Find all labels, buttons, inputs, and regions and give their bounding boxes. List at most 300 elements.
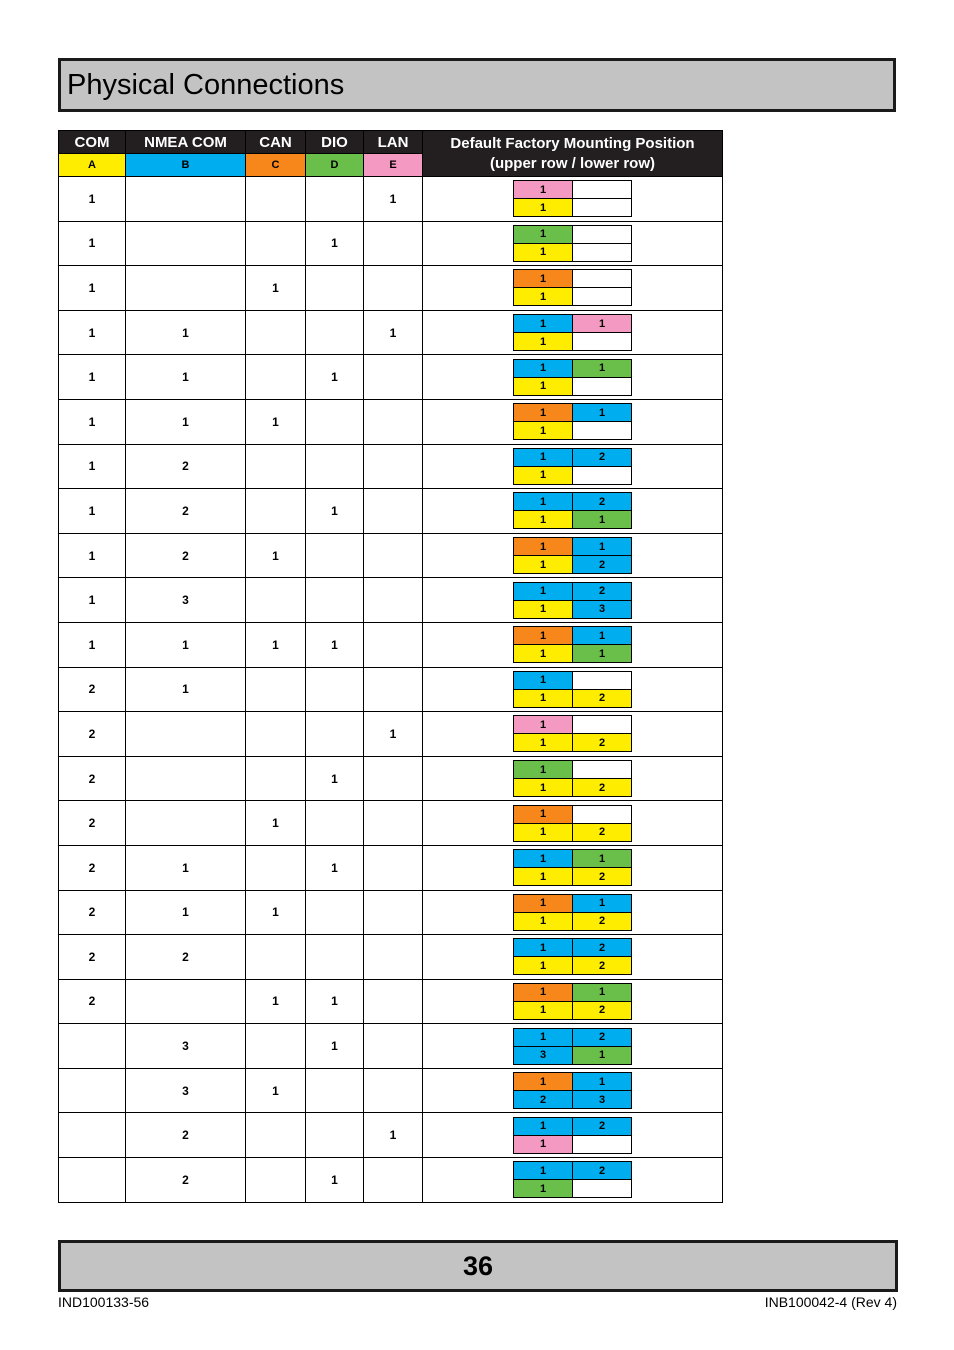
mount-upper-row xyxy=(514,1028,632,1046)
mount-slot: 2 xyxy=(573,1162,632,1180)
cell-lan xyxy=(364,1068,423,1113)
mount-slot: 1 xyxy=(514,1073,573,1091)
mount-slot: 1 xyxy=(514,600,573,618)
mount-slot: 1 xyxy=(573,1073,632,1091)
mount-header-line2: (upper row / lower row) xyxy=(489,154,655,172)
mount-slot: 1 xyxy=(514,1162,573,1180)
mount-slot: 1 xyxy=(514,983,573,1001)
cell-can xyxy=(246,177,306,222)
table-row xyxy=(59,712,723,757)
cell-com: 2 xyxy=(59,845,126,890)
cell-can xyxy=(246,444,306,489)
cell-nmea-com xyxy=(126,177,246,222)
cell-dio xyxy=(306,444,364,489)
page-title-bar xyxy=(58,58,896,112)
mount-slot: 1 xyxy=(514,894,573,912)
cell-nmea-com: 1 xyxy=(126,355,246,400)
mount-lower-row xyxy=(514,1001,632,1019)
cell-nmea-com: 2 xyxy=(126,935,246,980)
mount-slot: 2 xyxy=(573,493,632,511)
mount-lower-row xyxy=(514,288,632,306)
table-row xyxy=(59,1024,723,1069)
mounting-grid xyxy=(513,537,632,574)
cell-nmea-com: 1 xyxy=(126,310,246,355)
mounting-position-cell xyxy=(423,489,723,534)
mount-slot: 1 xyxy=(514,448,573,466)
header-lan: LAN xyxy=(364,131,423,154)
table-row xyxy=(59,935,723,980)
mount-slot: 1 xyxy=(573,359,632,377)
code-c: C xyxy=(246,154,306,177)
mounting-position-cell xyxy=(423,935,723,980)
mount-slot xyxy=(573,288,632,306)
mount-slot xyxy=(573,1135,632,1153)
mounting-grid xyxy=(513,314,632,351)
mount-lower-row xyxy=(514,466,632,484)
mounting-grid xyxy=(513,582,632,619)
mounting-position-cell xyxy=(423,177,723,222)
cell-dio xyxy=(306,533,364,578)
mount-lower-row xyxy=(514,199,632,217)
mount-slot: 1 xyxy=(514,466,573,484)
header-dio: DIO xyxy=(306,131,364,154)
mount-slot: 1 xyxy=(514,805,573,823)
document-id-left: IND100133-56 xyxy=(58,1294,150,1310)
table-row xyxy=(59,845,723,890)
mount-slot xyxy=(573,422,632,440)
cell-dio xyxy=(306,1068,364,1113)
cell-nmea-com: 2 xyxy=(126,489,246,534)
cell-lan xyxy=(364,221,423,266)
mount-lower-row xyxy=(514,1135,632,1153)
cell-com: 1 xyxy=(59,310,126,355)
mount-slot xyxy=(573,243,632,261)
cell-com: 1 xyxy=(59,177,126,222)
cell-nmea-com: 1 xyxy=(126,890,246,935)
mount-upper-row xyxy=(514,894,632,912)
cell-dio xyxy=(306,266,364,311)
code-a: A xyxy=(59,154,126,177)
mount-slot: 1 xyxy=(514,1028,573,1046)
mount-slot xyxy=(573,466,632,484)
mount-upper-row xyxy=(514,939,632,957)
mount-slot: 1 xyxy=(514,556,573,574)
mount-slot: 1 xyxy=(514,359,573,377)
mounting-position-cell xyxy=(423,1024,723,1069)
table-row xyxy=(59,979,723,1024)
table-row xyxy=(59,622,723,667)
cell-can xyxy=(246,845,306,890)
mounting-grid xyxy=(513,1161,632,1198)
cell-dio xyxy=(306,667,364,712)
cell-dio: 1 xyxy=(306,622,364,667)
mount-upper-row xyxy=(514,181,632,199)
mount-upper-row xyxy=(514,404,632,422)
cell-lan xyxy=(364,1024,423,1069)
cell-nmea-com: 3 xyxy=(126,1024,246,1069)
mount-slot: 1 xyxy=(514,493,573,511)
cell-com: 2 xyxy=(59,801,126,846)
mounting-grid xyxy=(513,403,632,440)
cell-can xyxy=(246,355,306,400)
mounting-grid xyxy=(513,269,632,306)
cell-lan xyxy=(364,489,423,534)
connections-table xyxy=(58,130,723,1203)
mounting-position-cell xyxy=(423,444,723,489)
table-row xyxy=(59,1158,723,1203)
mount-lower-row xyxy=(514,377,632,395)
mounting-grid xyxy=(513,938,632,975)
cell-lan xyxy=(364,399,423,444)
mount-upper-row xyxy=(514,582,632,600)
mount-upper-row xyxy=(514,538,632,556)
mounting-position-cell xyxy=(423,221,723,266)
cell-nmea-com: 2 xyxy=(126,1113,246,1158)
mount-slot: 1 xyxy=(514,823,573,841)
mount-slot: 2 xyxy=(573,1001,632,1019)
mount-slot: 1 xyxy=(514,1135,573,1153)
table-row xyxy=(59,801,723,846)
mount-upper-row xyxy=(514,315,632,333)
cell-nmea-com xyxy=(126,979,246,1024)
mount-slot: 1 xyxy=(514,779,573,797)
table-row xyxy=(59,489,723,534)
cell-lan xyxy=(364,444,423,489)
mounting-grid xyxy=(513,180,632,217)
mounting-position-cell xyxy=(423,890,723,935)
mount-slot: 2 xyxy=(573,779,632,797)
mount-slot: 1 xyxy=(573,404,632,422)
mount-slot: 1 xyxy=(514,333,573,351)
cell-lan xyxy=(364,756,423,801)
mount-lower-row xyxy=(514,243,632,261)
cell-com xyxy=(59,1024,126,1069)
mount-slot xyxy=(573,761,632,779)
cell-can: 1 xyxy=(246,399,306,444)
cell-nmea-com xyxy=(126,801,246,846)
mount-header-line1: Default Factory Mounting Position xyxy=(450,134,695,152)
cell-com xyxy=(59,1113,126,1158)
mount-slot: 1 xyxy=(514,850,573,868)
page-number-bar xyxy=(58,1240,898,1292)
cell-lan: 1 xyxy=(364,310,423,355)
mount-slot: 1 xyxy=(514,716,573,734)
mounting-position-cell xyxy=(423,1158,723,1203)
mount-slot: 2 xyxy=(573,912,632,930)
cell-nmea-com xyxy=(126,221,246,266)
mount-slot: 1 xyxy=(514,538,573,556)
table-row xyxy=(59,399,723,444)
mounting-position-cell xyxy=(423,355,723,400)
mount-slot: 1 xyxy=(573,511,632,529)
cell-can: 1 xyxy=(246,622,306,667)
cell-can xyxy=(246,1113,306,1158)
mount-slot xyxy=(573,181,632,199)
cell-dio: 1 xyxy=(306,489,364,534)
cell-nmea-com: 1 xyxy=(126,667,246,712)
table-row xyxy=(59,310,723,355)
mount-lower-row xyxy=(514,823,632,841)
mount-lower-row xyxy=(514,957,632,975)
cell-lan xyxy=(364,935,423,980)
mount-lower-row xyxy=(514,779,632,797)
mount-upper-row xyxy=(514,225,632,243)
mount-slot xyxy=(573,1180,632,1198)
mounting-position-cell xyxy=(423,622,723,667)
mount-slot xyxy=(573,716,632,734)
cell-com xyxy=(59,1158,126,1203)
cell-dio xyxy=(306,399,364,444)
table-row xyxy=(59,890,723,935)
mount-slot: 3 xyxy=(573,1091,632,1109)
mounting-position-cell xyxy=(423,756,723,801)
cell-nmea-com: 2 xyxy=(126,1158,246,1203)
cell-can: 1 xyxy=(246,266,306,311)
mount-slot xyxy=(573,377,632,395)
mount-lower-row xyxy=(514,734,632,752)
cell-lan xyxy=(364,845,423,890)
header-com: COM xyxy=(59,131,126,154)
mount-lower-row xyxy=(514,689,632,707)
cell-nmea-com xyxy=(126,266,246,311)
cell-nmea-com: 1 xyxy=(126,622,246,667)
mounting-position-cell xyxy=(423,801,723,846)
cell-com xyxy=(59,1068,126,1113)
mounting-position-cell xyxy=(423,845,723,890)
cell-com: 1 xyxy=(59,221,126,266)
mounting-position-cell xyxy=(423,712,723,757)
cell-com: 2 xyxy=(59,667,126,712)
cell-can xyxy=(246,935,306,980)
mount-slot: 2 xyxy=(514,1091,573,1109)
mounting-grid xyxy=(513,359,632,396)
cell-dio xyxy=(306,801,364,846)
mount-slot: 1 xyxy=(514,761,573,779)
mount-slot: 1 xyxy=(514,939,573,957)
mount-slot: 1 xyxy=(573,983,632,1001)
mount-upper-row xyxy=(514,1117,632,1135)
cell-can: 1 xyxy=(246,890,306,935)
cell-dio xyxy=(306,1113,364,1158)
table-row xyxy=(59,667,723,712)
mounting-grid xyxy=(513,225,632,262)
cell-lan xyxy=(364,979,423,1024)
cell-dio xyxy=(306,578,364,623)
mount-lower-row xyxy=(514,1091,632,1109)
cell-dio xyxy=(306,935,364,980)
cell-can xyxy=(246,667,306,712)
mount-upper-row xyxy=(514,448,632,466)
cell-nmea-com: 1 xyxy=(126,845,246,890)
cell-dio xyxy=(306,712,364,757)
mount-slot: 2 xyxy=(573,556,632,574)
cell-nmea-com: 2 xyxy=(126,533,246,578)
mounting-grid xyxy=(513,849,632,886)
mount-slot: 1 xyxy=(573,538,632,556)
cell-can xyxy=(246,1024,306,1069)
cell-dio: 1 xyxy=(306,1158,364,1203)
mount-upper-row xyxy=(514,983,632,1001)
mount-slot: 1 xyxy=(514,645,573,663)
cell-nmea-com xyxy=(126,756,246,801)
mounting-grid xyxy=(513,671,632,708)
cell-can: 1 xyxy=(246,801,306,846)
mounting-position-cell xyxy=(423,667,723,712)
mount-slot: 2 xyxy=(573,582,632,600)
mount-slot: 1 xyxy=(514,582,573,600)
header-nmea-com: NMEA COM xyxy=(126,131,246,154)
mounting-grid xyxy=(513,448,632,485)
mount-slot: 1 xyxy=(514,957,573,975)
cell-nmea-com: 1 xyxy=(126,399,246,444)
mount-slot: 1 xyxy=(514,270,573,288)
code-b: B xyxy=(126,154,246,177)
mount-lower-row xyxy=(514,1046,632,1064)
cell-dio: 1 xyxy=(306,221,364,266)
table-row xyxy=(59,578,723,623)
mounting-grid xyxy=(513,492,632,529)
mount-slot xyxy=(573,671,632,689)
mounting-position-cell xyxy=(423,399,723,444)
mount-slot: 1 xyxy=(514,734,573,752)
cell-can: 1 xyxy=(246,533,306,578)
table-row xyxy=(59,177,723,222)
mount-slot: 2 xyxy=(573,823,632,841)
cell-com: 1 xyxy=(59,533,126,578)
mount-slot: 1 xyxy=(573,645,632,663)
mounting-position-cell xyxy=(423,979,723,1024)
mounting-grid xyxy=(513,983,632,1020)
mount-slot xyxy=(573,199,632,217)
mount-lower-row xyxy=(514,511,632,529)
cell-com: 1 xyxy=(59,578,126,623)
cell-lan xyxy=(364,667,423,712)
cell-com: 1 xyxy=(59,266,126,311)
mount-lower-row xyxy=(514,1180,632,1198)
mount-lower-row xyxy=(514,333,632,351)
mount-upper-row xyxy=(514,1073,632,1091)
mount-slot: 2 xyxy=(573,1028,632,1046)
mount-slot: 2 xyxy=(573,448,632,466)
mount-slot: 1 xyxy=(573,1046,632,1064)
mount-slot: 1 xyxy=(514,288,573,306)
cell-dio xyxy=(306,177,364,222)
mount-slot: 1 xyxy=(514,511,573,529)
mounting-position-cell xyxy=(423,578,723,623)
cell-lan: 1 xyxy=(364,177,423,222)
cell-com: 1 xyxy=(59,399,126,444)
mount-lower-row xyxy=(514,912,632,930)
mount-slot: 2 xyxy=(573,1117,632,1135)
mount-upper-row xyxy=(514,761,632,779)
page-title: Physical Connections xyxy=(67,69,345,101)
mount-slot: 2 xyxy=(573,868,632,886)
mount-slot: 1 xyxy=(573,315,632,333)
cell-lan xyxy=(364,266,423,311)
mount-slot: 1 xyxy=(514,912,573,930)
cell-dio xyxy=(306,890,364,935)
cell-com: 1 xyxy=(59,489,126,534)
cell-dio: 1 xyxy=(306,979,364,1024)
header-can: CAN xyxy=(246,131,306,154)
cell-com: 1 xyxy=(59,444,126,489)
mounting-position-cell xyxy=(423,533,723,578)
mounting-grid xyxy=(513,894,632,931)
mount-upper-row xyxy=(514,493,632,511)
cell-lan: 1 xyxy=(364,712,423,757)
mount-upper-row xyxy=(514,359,632,377)
cell-lan xyxy=(364,533,423,578)
cell-can: 1 xyxy=(246,979,306,1024)
cell-com: 1 xyxy=(59,355,126,400)
cell-nmea-com: 3 xyxy=(126,578,246,623)
mount-slot: 1 xyxy=(514,422,573,440)
document-id-right: INB100042-4 (Rev 4) xyxy=(764,1294,897,1310)
code-e: E xyxy=(364,154,423,177)
mount-slot: 2 xyxy=(573,689,632,707)
mount-upper-row xyxy=(514,671,632,689)
mounting-grid xyxy=(513,805,632,842)
cell-lan xyxy=(364,355,423,400)
mount-slot: 1 xyxy=(514,243,573,261)
mount-slot: 2 xyxy=(573,734,632,752)
code-d: D xyxy=(306,154,364,177)
cell-nmea-com: 3 xyxy=(126,1068,246,1113)
cell-can xyxy=(246,578,306,623)
cell-dio xyxy=(306,310,364,355)
mount-slot: 1 xyxy=(514,199,573,217)
table-row xyxy=(59,444,723,489)
cell-nmea-com: 2 xyxy=(126,444,246,489)
cell-lan xyxy=(364,1158,423,1203)
mounting-grid xyxy=(513,1117,632,1154)
mount-slot xyxy=(573,333,632,351)
table-row xyxy=(59,266,723,311)
mount-slot: 1 xyxy=(514,404,573,422)
mount-slot: 1 xyxy=(514,1001,573,1019)
table-row xyxy=(59,533,723,578)
header-mounting-position xyxy=(423,131,723,177)
mount-slot: 2 xyxy=(573,939,632,957)
cell-can xyxy=(246,756,306,801)
mount-upper-row xyxy=(514,627,632,645)
mount-slot: 1 xyxy=(514,181,573,199)
cell-dio: 1 xyxy=(306,756,364,801)
mount-lower-row xyxy=(514,600,632,618)
table-row xyxy=(59,1068,723,1113)
table-row xyxy=(59,1113,723,1158)
cell-com: 2 xyxy=(59,979,126,1024)
mount-slot: 1 xyxy=(514,671,573,689)
mounting-position-cell xyxy=(423,310,723,355)
mount-slot: 1 xyxy=(514,1117,573,1135)
table-row xyxy=(59,756,723,801)
cell-can xyxy=(246,221,306,266)
cell-com: 2 xyxy=(59,756,126,801)
mount-slot: 3 xyxy=(573,600,632,618)
cell-can: 1 xyxy=(246,1068,306,1113)
cell-com: 2 xyxy=(59,890,126,935)
mount-upper-row xyxy=(514,850,632,868)
cell-com: 2 xyxy=(59,712,126,757)
cell-lan xyxy=(364,622,423,667)
cell-dio: 1 xyxy=(306,1024,364,1069)
table-row xyxy=(59,221,723,266)
mount-lower-row xyxy=(514,422,632,440)
mount-lower-row xyxy=(514,645,632,663)
mount-slot: 1 xyxy=(573,894,632,912)
mounting-position-cell xyxy=(423,266,723,311)
